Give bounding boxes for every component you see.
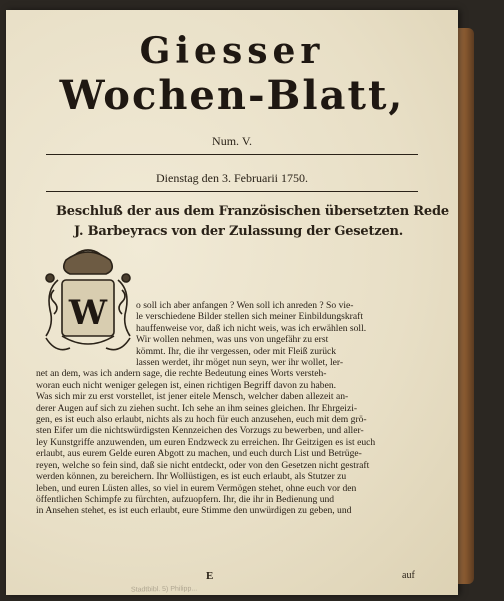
body-line: le verschiedene Bilder stellen sich meiner Einbildungskraft — [136, 311, 363, 323]
body-line: reyen, welche so fein sind, daß sie nicht entdeckt, oder von den Gesetzen nicht gestraft — [36, 459, 370, 471]
masthead-title-line1: Giesser — [139, 30, 325, 72]
divider-bottom — [46, 191, 418, 192]
body-line: lassen werdet, ihr möget nun seyn, wer ihr wollet, ler- — [136, 357, 344, 369]
body-line: öffentlichen Schimpfe zu fürchten, aufzuopfern. Ihr, die ihr in Bedienung und — [36, 493, 335, 505]
body-line: in Ansehen stehet, es ist euch erlaubt, eure Stimme den unwürdigen zu geben, und — [36, 505, 352, 517]
signature-mark: E — [206, 570, 214, 582]
body-line: gen, es ist euch also erlaubt, nichts als zu hoch für euch anzusehen, euch mit dem grö- — [36, 414, 367, 426]
body-line: kömmt. Ihr, die ihr vergessen, oder mit Fleiß zurück — [136, 345, 337, 357]
headline-line1: Beschluß der aus dem Französischen übersetzten Rede — [56, 204, 449, 219]
body-line: o soll ich aber anfangen ? Wen soll ich anreden ? So vie- — [136, 300, 354, 311]
catchword: auf — [402, 570, 415, 581]
body-line: erlaubt, aus eurem Gelde euren Abgott zu machen, und euch durch List und Betrüge- — [36, 448, 362, 460]
body-line: derer Augen auf sich zu ziehen sucht. Ich sehe an ihm seines gleichen. Ihr Ehrgeizi- — [36, 402, 358, 414]
body-line: hauffenweise vor, daß ich nicht weis, was ich erwählen soll. — [136, 322, 367, 334]
body-line: woran euch nicht weniger gelegen ist, einen richtigen Begriff davon zu haben. — [36, 379, 337, 391]
headline-line2: J. Barbeyracs von der Zulassung der Gesetzen. — [74, 224, 404, 239]
body-line: leben, und euren Lüsten alles, so viel in eurem Vermögen stehet, ohne euch vor den — [36, 482, 357, 494]
body-line: Was sich mir zu erst vorstellet, ist jener eitele Mensch, welcher daben allezeit an- — [36, 391, 349, 403]
dateline: Dienstag den 3. Februarii 1750. — [156, 171, 308, 185]
body-line: werden können, zu bereichern. Ihr Wollüstigen, es ist euch erlaubt, als Stutzer zu — [36, 471, 347, 483]
body-line: sten Eifer um die nichtswürdigsten Kennzeichen des Vorzugs zu bewerben, und aller- — [36, 425, 364, 437]
body-line: ley Kunstgriffe anzuwenden, um euren Endzweck zu erreichen. Ihr Geitzigen es ist euch — [36, 436, 376, 448]
article-body — [36, 300, 436, 517]
issue-number: Num. V. — [212, 134, 252, 148]
initial-letter: W — [68, 293, 108, 333]
divider-top — [46, 154, 418, 155]
library-stamp: Stadtbibl. 5) Philipp... — [130, 585, 198, 594]
newspaper-page — [6, 10, 458, 595]
masthead-title-line2: Wochen-Blatt, — [59, 72, 405, 119]
body-line: Wir wollen nehmen, was uns von ungefähr zu erst — [136, 334, 329, 346]
body-line: net an dem, was ich andern sage, die rechte Bedeutung eines Worts versteh- — [36, 368, 327, 380]
